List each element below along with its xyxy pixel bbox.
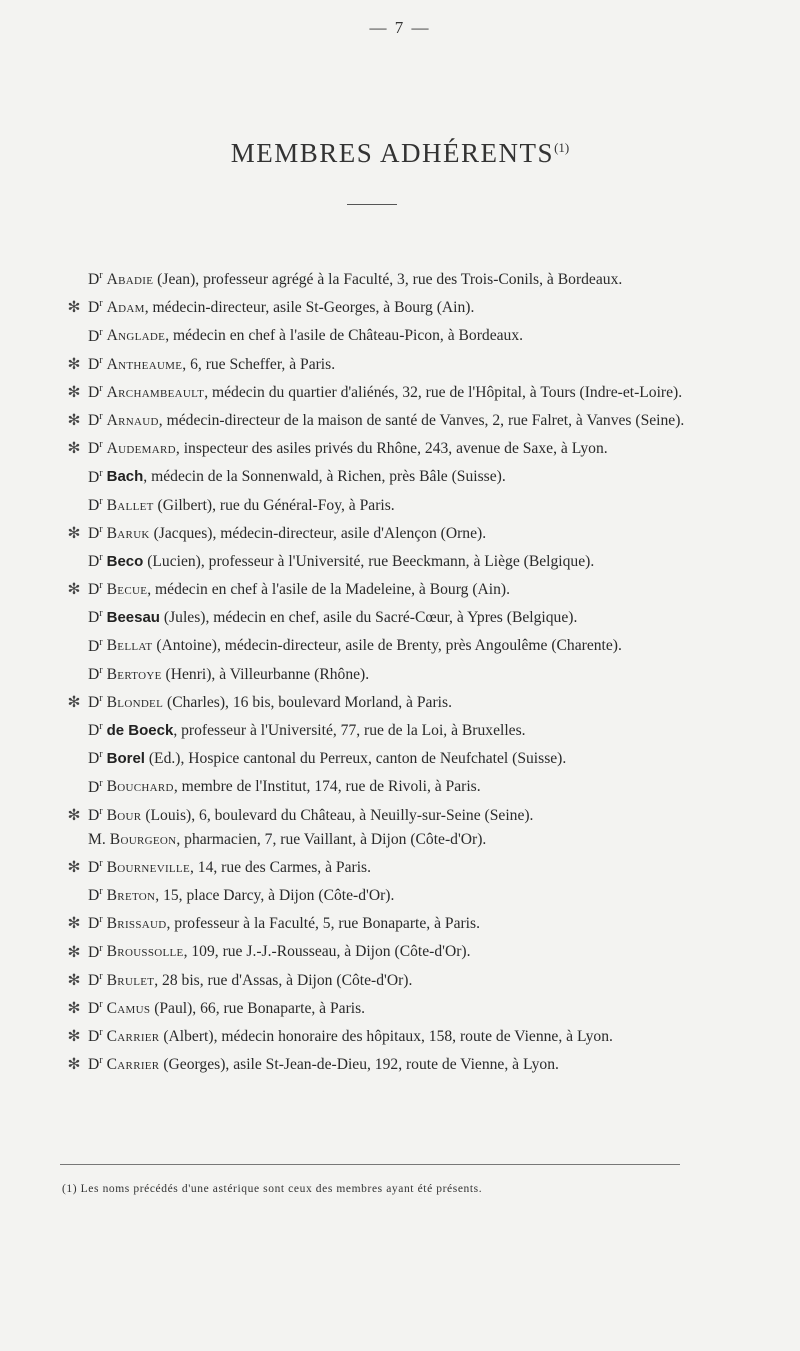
attendance-asterisk-icon: ✻	[67, 999, 81, 1017]
member-name: Beco	[106, 553, 144, 571]
attendance-asterisk-icon: ✻	[67, 1028, 81, 1046]
member-title: $D^r$	[88, 298, 103, 317]
member-entry	[60, 491, 690, 516]
member-entry	[60, 1050, 690, 1075]
member-entry	[60, 547, 690, 572]
member-title: $D^r$	[88, 410, 103, 430]
member-title: $D^r$	[88, 467, 103, 486]
member-title: $D^r$	[88, 721, 103, 740]
member-details: (Antoine), médecin-directeur, asile de Brenty, près Angoulême (Charente).	[152, 637, 622, 655]
member-entry	[60, 434, 690, 459]
member-title: $D^r$	[88, 749, 103, 768]
member-name: de Boeck	[106, 722, 174, 740]
member-title: $D^r$	[88, 1026, 103, 1046]
member-details: , professeur à la Faculté, 5, rue Bonaparte, à Paris.	[166, 915, 480, 933]
member-details: (Henri), à Villeurbanne (Rhône).	[161, 665, 370, 683]
member-title: $D^r$	[88, 608, 103, 627]
attendance-asterisk-icon: ✻	[67, 299, 81, 317]
member-name: Carrier	[106, 1056, 160, 1074]
member-name: Brissaud	[106, 915, 167, 933]
title-note: (1)	[554, 140, 570, 155]
member-entry	[60, 603, 690, 628]
member-title: $D^r$	[88, 270, 103, 289]
attendance-asterisk-icon: ✻	[67, 412, 81, 430]
member-entry	[60, 293, 690, 318]
member-entry	[60, 744, 690, 769]
footnote-divider	[60, 1164, 680, 1165]
attendance-asterisk-icon: ✻	[67, 943, 81, 961]
member-name: Ballet	[106, 496, 154, 514]
member-title: $D^r$	[88, 382, 103, 401]
member-name: Audemard	[106, 440, 176, 458]
attendance-asterisk-icon: ✻	[67, 524, 81, 542]
member-details: (Lucien), professeur à l'Université, rue Beeckmann, à Liège (Belgique).	[143, 553, 595, 571]
member-name: Brulet	[106, 971, 155, 989]
member-details: , professeur à l'Université, 77, rue de la Loi, à Bruxelles.	[173, 722, 526, 740]
member-name: Carrier	[106, 1028, 160, 1046]
attendance-asterisk-icon: ✻	[67, 694, 81, 711]
member-title: $D^r$	[88, 1055, 103, 1074]
member-title: $D^r$	[88, 326, 103, 345]
member-title: $D^r$	[88, 580, 103, 599]
member-name: Adam	[106, 299, 145, 317]
member-entry	[60, 937, 690, 962]
member-details: (Jules), médecin en chef, asile du Sacré-Cœur, à Ypres (Belgique).	[159, 609, 578, 627]
member-title: $D^r$	[88, 857, 103, 876]
member-details: , 6, rue Scheffer, à Paris.	[182, 355, 336, 373]
member-details: (Georges), asile St-Jean-de-Dieu, 192, route de Vienne, à Lyon.	[159, 1056, 559, 1074]
member-details: (Gilbert), rue du Général-Foy, à Paris.	[153, 496, 395, 514]
page-number: — 7 —	[369, 18, 431, 37]
member-name: Breton	[106, 887, 156, 905]
member-title: $D^r$	[88, 692, 103, 711]
member-name: Bach	[106, 468, 144, 486]
member-entry	[60, 801, 690, 826]
member-details: (Paul), 66, rue Bonaparte, à Paris.	[150, 999, 366, 1017]
member-title: $D^r$	[88, 942, 103, 961]
member-name: Bellat	[106, 637, 153, 655]
member-details: (Albert), médecin honoraire des hôpitaux, 158, route de Vienne, à Lyon.	[159, 1028, 613, 1046]
member-title: $D^r$	[88, 664, 103, 683]
member-entry	[60, 853, 690, 878]
member-title: $D^r$	[88, 495, 103, 514]
member-name: Camus	[106, 999, 151, 1017]
member-title: $D^r$	[88, 439, 103, 458]
member-entry	[60, 881, 690, 906]
member-details: , médecin du quartier d'aliénés, 32, rue de l'Hôpital, à Tours (Indre-et-Loire).	[204, 383, 683, 401]
member-entry	[60, 321, 690, 346]
member-entry	[60, 406, 690, 431]
member-title: $D^r$	[88, 805, 103, 824]
member-name: Abadie	[106, 271, 154, 289]
member-title: $D^r$	[88, 636, 103, 655]
member-name: Bouchard	[106, 778, 174, 796]
footnote: (1) Les noms précédés d'une astérique sont ceux des membres ayant été présents.	[62, 1183, 483, 1195]
member-entry	[60, 909, 690, 934]
members-list	[60, 265, 690, 1078]
member-details: , pharmacien, 7, rue Vaillant, à Dijon (Côte-d'Or).	[176, 830, 487, 848]
attendance-asterisk-icon: ✻	[67, 806, 81, 824]
member-details: , médecin-directeur de la maison de santé de Vanves, 2, rue Falret, à Vanves (Seine).	[158, 412, 685, 430]
attendance-asterisk-icon: ✻	[67, 971, 81, 989]
member-name: Bourgeon	[109, 830, 177, 848]
member-details: , inspecteur des asiles privés du Rhône, 243, avenue de Saxe, à Lyon.	[175, 440, 608, 458]
member-name: Antheaume	[106, 355, 183, 373]
member-title: $D^r$	[88, 885, 103, 905]
attendance-asterisk-icon: ✻	[67, 383, 81, 401]
member-details: , médecin-directeur, asile St-Georges, à Bourg (Ain).	[144, 299, 475, 317]
member-name: Baruk	[106, 524, 150, 542]
attendance-asterisk-icon: ✻	[67, 915, 81, 933]
member-entry	[60, 265, 690, 290]
member-title: $D^r$	[88, 777, 103, 796]
member-name: Bour	[106, 806, 142, 824]
attendance-asterisk-icon: ✻	[67, 1056, 81, 1074]
member-details: (Ed.), Hospice cantonal du Perreux, canton de Neufchatel (Suisse).	[144, 750, 567, 768]
attendance-asterisk-icon: ✻	[67, 858, 81, 876]
member-entry	[60, 994, 690, 1019]
member-details: , médecin en chef à l'asile de Château-Picon, à Bordeaux.	[165, 327, 524, 345]
member-title: $D^r$	[88, 914, 103, 933]
attendance-asterisk-icon: ✻	[67, 355, 81, 373]
member-title: $D^r$	[88, 354, 103, 373]
member-details: , 28 bis, rue d'Assas, à Dijon (Côte-d'Or).	[154, 971, 413, 989]
member-name: Blondel	[106, 694, 164, 711]
title-divider	[347, 204, 397, 205]
member-entry	[60, 631, 690, 656]
member-name: Broussolle	[106, 943, 184, 961]
member-entry	[60, 660, 690, 685]
attendance-asterisk-icon: ✻	[67, 581, 81, 599]
page-title	[0, 138, 800, 169]
member-entry	[60, 575, 690, 600]
member-entry	[60, 519, 690, 544]
member-name: Borel	[106, 750, 145, 768]
member-name: Bourneville	[106, 858, 190, 876]
member-title: $D^r$	[88, 551, 103, 571]
member-name: Beesau	[106, 609, 160, 627]
member-details: , membre de l'Institut, 174, rue de Rivoli, à Paris.	[173, 778, 481, 796]
member-entry	[60, 462, 690, 487]
member-name: Bertoye	[106, 665, 162, 683]
member-entry	[60, 688, 690, 713]
member-entry	[60, 716, 690, 741]
member-entry	[60, 829, 690, 850]
member-details: , 109, rue J.-J.-Rousseau, à Dijon (Côte-d'Or).	[183, 943, 471, 961]
member-details: , 15, place Darcy, à Dijon (Côte-d'Or).	[155, 887, 395, 905]
member-title: M.	[88, 830, 106, 848]
member-details: (Jacques), médecin-directeur, asile d'Alençon (Orne).	[149, 524, 487, 542]
member-title: $D^r$	[88, 998, 103, 1017]
attendance-asterisk-icon: ✻	[67, 440, 81, 458]
member-name: Becue	[106, 581, 148, 599]
member-title: $D^r$	[88, 523, 103, 542]
member-name: Archambeault	[106, 383, 205, 401]
member-entry	[60, 1022, 690, 1047]
member-entry	[60, 378, 690, 403]
title-text: MEMBRES ADHÉRENTS	[230, 138, 555, 168]
member-entry	[60, 966, 690, 991]
member-entry	[60, 772, 690, 797]
member-details: (Jean), professeur agrégé à la Faculté, 3, rue des Trois-Conils, à Bordeaux.	[153, 271, 623, 289]
member-details: , médecin en chef à l'asile de la Madeleine, à Bourg (Ain).	[147, 581, 511, 599]
member-details: , médecin de la Sonnenwald, à Richen, près Bâle (Suisse).	[143, 468, 506, 486]
member-name: Arnaud	[106, 412, 159, 430]
member-details: , 14, rue des Carmes, à Paris.	[189, 858, 371, 876]
member-details: (Louis), 6, boulevard du Château, à Neuilly-sur-Seine (Seine).	[141, 806, 534, 824]
member-title: $D^r$	[88, 970, 103, 989]
member-entry	[60, 350, 690, 375]
member-name: Anglade	[106, 327, 166, 345]
member-details: (Charles), 16 bis, boulevard Morland, à Paris.	[163, 694, 452, 711]
